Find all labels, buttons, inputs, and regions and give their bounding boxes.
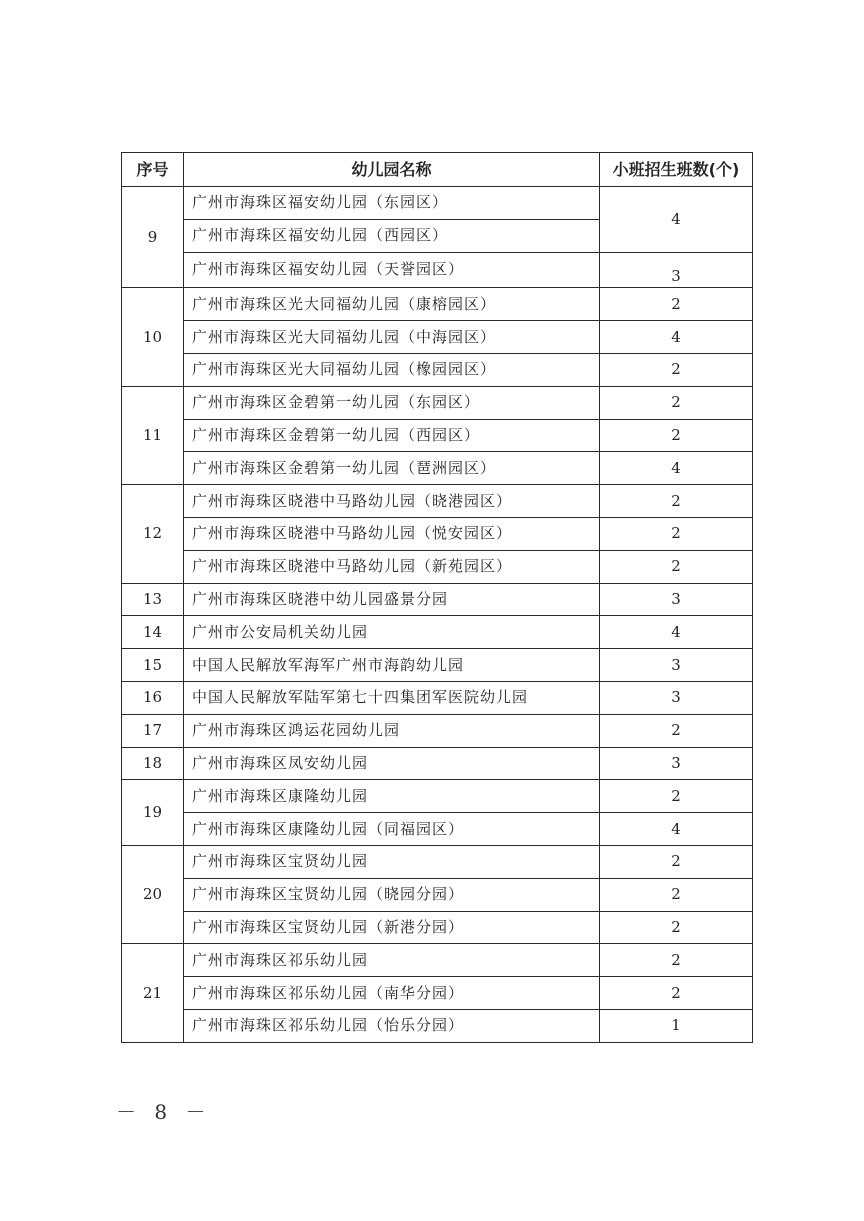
name-cell: 广州市海珠区宝贤幼儿园: [184, 845, 600, 878]
name-cell: 广州市海珠区晓港中马路幼儿园（晓港园区）: [184, 485, 600, 518]
seq-cell: 9: [122, 187, 184, 288]
table-row: [122, 780, 753, 813]
name-cell: 广州市海珠区光大同福幼儿园（中海园区）: [184, 321, 600, 354]
table-header-row: [122, 153, 753, 187]
page-number: － 8 －: [116, 1100, 212, 1124]
name-cell: 广州市海珠区宝贤幼儿园（新港分园）: [184, 911, 600, 944]
count-cell: 2: [600, 977, 753, 1010]
seq-cell: 14: [122, 616, 184, 649]
count-cell: 2: [600, 550, 753, 583]
table-row: [122, 288, 753, 321]
table-row: [122, 649, 753, 682]
count-cell: 4: [600, 452, 753, 485]
count-cell: 3: [600, 583, 753, 616]
name-cell: 广州市海珠区金碧第一幼儿园（琶洲园区）: [184, 452, 600, 485]
header-count: 小班招生班数(个): [600, 153, 753, 187]
seq-cell: 20: [122, 845, 184, 943]
table-row: [122, 616, 753, 649]
name-cell: 中国人民解放军海军广州市海韵幼儿园: [184, 649, 600, 682]
count-cell: 2: [600, 780, 753, 813]
name-cell: 广州市海珠区晓港中马路幼儿园（新苑园区）: [184, 550, 600, 583]
count-cell: 1: [600, 1009, 753, 1042]
seq-cell: 19: [122, 780, 184, 846]
seq-cell: 21: [122, 944, 184, 1042]
table-row: [122, 419, 753, 452]
table-row: [122, 845, 753, 878]
count-cell: 2: [600, 517, 753, 550]
table-row: [122, 878, 753, 911]
table-row: [122, 517, 753, 550]
name-cell: 广州市海珠区晓港中幼儿园盛景分园: [184, 583, 600, 616]
count-cell: 4: [600, 813, 753, 846]
header-seq: 序号: [122, 153, 184, 187]
table-row: [122, 813, 753, 846]
name-cell: 广州市海珠区祁乐幼儿园（怡乐分园）: [184, 1009, 600, 1042]
count-cell: 4: [600, 187, 753, 253]
table-row: [122, 452, 753, 485]
name-cell: 广州市海珠区宝贤幼儿园（晓园分园）: [184, 878, 600, 911]
count-cell: 3: [600, 681, 753, 714]
name-cell: 广州市海珠区康隆幼儿园: [184, 780, 600, 813]
count-cell: 2: [600, 386, 753, 419]
name-cell: 广州市海珠区光大同福幼儿园（康榕园区）: [184, 288, 600, 321]
table-row: [122, 353, 753, 386]
count-cell: 4: [600, 321, 753, 354]
table-row: [122, 944, 753, 977]
table-row: [122, 187, 753, 220]
name-cell: 广州市海珠区康隆幼儿园（同福园区）: [184, 813, 600, 846]
count-cell: 2: [600, 944, 753, 977]
count-cell: 2: [600, 845, 753, 878]
count-cell: 4: [600, 616, 753, 649]
seq-cell: 18: [122, 747, 184, 780]
name-cell: 广州市海珠区祁乐幼儿园（南华分园）: [184, 977, 600, 1010]
count-cell: 2: [600, 485, 753, 518]
count-cell: 2: [600, 288, 753, 321]
table-row: [122, 485, 753, 518]
seq-cell: 12: [122, 485, 184, 583]
table-row: [122, 321, 753, 354]
table-row: [122, 386, 753, 419]
seq-cell: 16: [122, 681, 184, 714]
count-cell: 2: [600, 878, 753, 911]
name-cell: 广州市海珠区凤安幼儿园: [184, 747, 600, 780]
count-cell: 2: [600, 911, 753, 944]
count-cell: 3: [600, 649, 753, 682]
count-cell: 2: [600, 353, 753, 386]
name-cell: 广州市海珠区光大同福幼儿园（橡园园区）: [184, 353, 600, 386]
table-row: [122, 583, 753, 616]
table-row: [122, 550, 753, 583]
name-cell: 广州市海珠区金碧第一幼儿园（西园区）: [184, 419, 600, 452]
table-row: [122, 1009, 753, 1042]
count-cell: 2: [600, 714, 753, 747]
name-cell: 广州市公安局机关幼儿园: [184, 616, 600, 649]
table-row: [122, 681, 753, 714]
table-row: [122, 252, 753, 288]
table-row: [122, 747, 753, 780]
name-cell: 广州市海珠区福安幼儿园（天誉园区）: [184, 252, 600, 288]
name-cell: 广州市海珠区鸿运花园幼儿园: [184, 714, 600, 747]
table-row: [122, 977, 753, 1010]
seq-cell: 13: [122, 583, 184, 616]
table-row: [122, 911, 753, 944]
name-cell: 中国人民解放军陆军第七十四集团军医院幼儿园: [184, 681, 600, 714]
seq-cell: 17: [122, 714, 184, 747]
header-name: 幼儿园名称: [184, 153, 600, 187]
name-cell: 广州市海珠区晓港中马路幼儿园（悦安园区）: [184, 517, 600, 550]
count-cell: 2: [600, 419, 753, 452]
count-cell: 3: [600, 747, 753, 780]
name-cell: 广州市海珠区金碧第一幼儿园（东园区）: [184, 386, 600, 419]
name-cell: 广州市海珠区福安幼儿园（西园区）: [184, 219, 600, 252]
kindergarten-table: [121, 152, 753, 1043]
seq-cell: 11: [122, 386, 184, 484]
name-cell: 广州市海珠区福安幼儿园（东园区）: [184, 187, 600, 220]
seq-cell: 10: [122, 288, 184, 386]
seq-cell: 15: [122, 649, 184, 682]
name-cell: 广州市海珠区祁乐幼儿园: [184, 944, 600, 977]
count-cell: 3: [600, 252, 753, 288]
table-row: [122, 714, 753, 747]
